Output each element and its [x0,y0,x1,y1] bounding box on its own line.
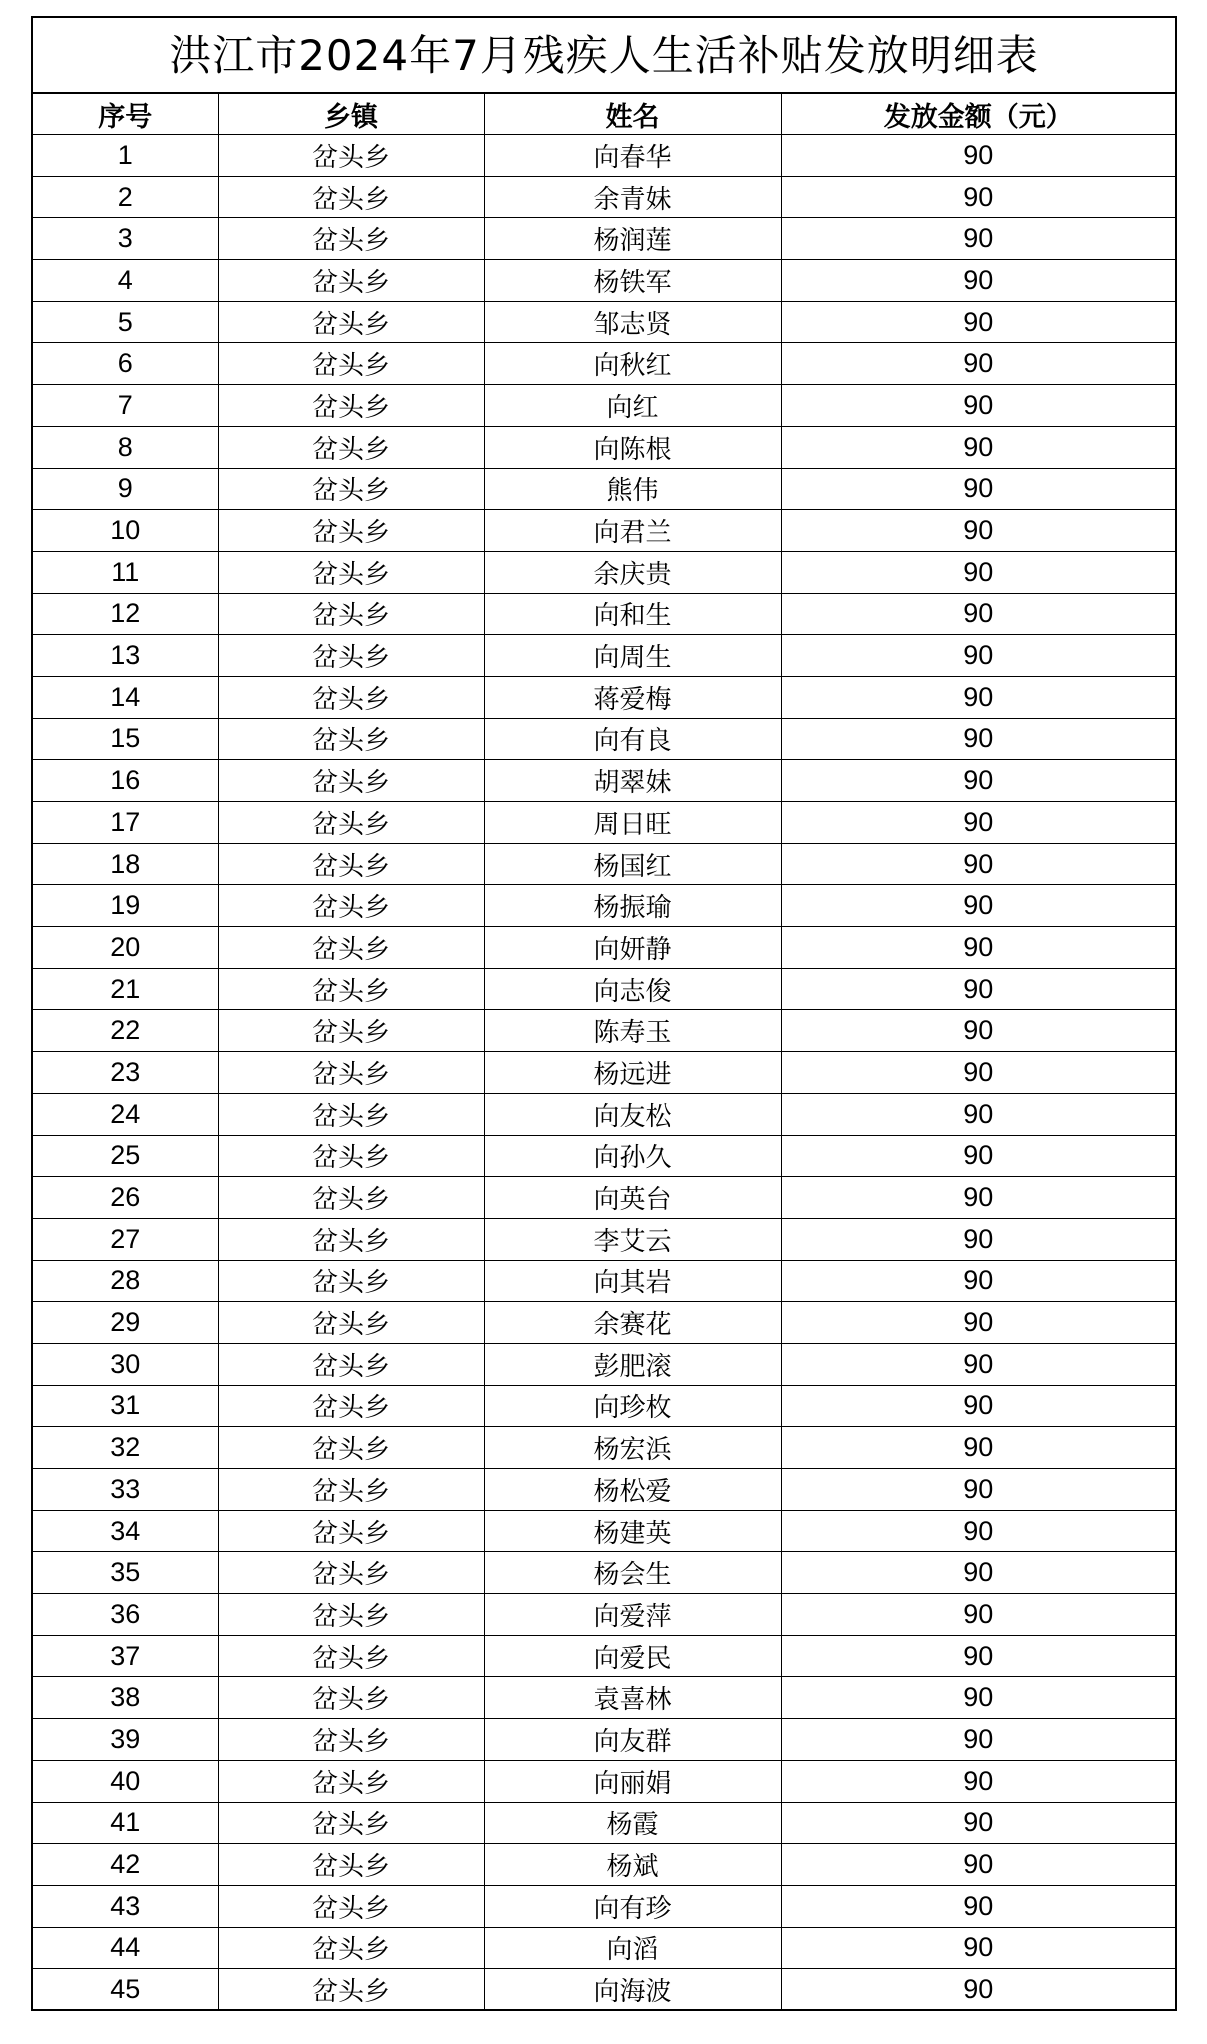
row-amount: 90 [781,1093,1175,1135]
row-name: 向和生 [484,593,781,635]
row-township: 岔头乡 [218,843,484,885]
table-row [33,1302,1175,1344]
row-name: 胡翠妹 [484,760,781,802]
row-name: 向友松 [484,1093,781,1135]
row-index: 9 [33,468,218,510]
table-row [33,1594,1175,1636]
table-row [33,385,1175,427]
row-amount: 90 [781,1802,1175,1844]
row-index: 42 [33,1844,218,1886]
table-row [33,176,1175,218]
row-township: 岔头乡 [218,343,484,385]
table-body [33,135,1175,2010]
row-township: 岔头乡 [218,1969,484,2010]
table-row [33,843,1175,885]
table-row [33,760,1175,802]
row-name: 向爱民 [484,1635,781,1677]
row-index: 44 [33,1927,218,1969]
row-index: 8 [33,426,218,468]
table-row [33,301,1175,343]
row-township: 岔头乡 [218,510,484,552]
table-row [33,1010,1175,1052]
row-name: 杨建英 [484,1510,781,1552]
row-index: 6 [33,343,218,385]
row-name: 余青妹 [484,176,781,218]
row-name: 向珍枚 [484,1385,781,1427]
row-index: 15 [33,718,218,760]
header-row [33,94,1175,135]
row-township: 岔头乡 [218,301,484,343]
row-amount: 90 [781,343,1175,385]
table-row [33,510,1175,552]
row-name: 向志俊 [484,968,781,1010]
table-row [33,968,1175,1010]
table-row [33,1218,1175,1260]
row-township: 岔头乡 [218,135,484,177]
row-index: 37 [33,1635,218,1677]
row-amount: 90 [781,1719,1175,1761]
row-index: 25 [33,1135,218,1177]
row-name: 袁喜林 [484,1677,781,1719]
row-name: 向爱萍 [484,1594,781,1636]
row-township: 岔头乡 [218,1177,484,1219]
row-amount: 90 [781,1260,1175,1302]
table-row [33,1635,1175,1677]
row-amount: 90 [781,510,1175,552]
row-amount: 90 [781,1510,1175,1552]
row-township: 岔头乡 [218,635,484,677]
column-header-amount: 发放金额（元） [781,94,1175,135]
table-row [33,802,1175,844]
table-row [33,343,1175,385]
row-township: 岔头乡 [218,551,484,593]
row-index: 23 [33,1052,218,1094]
row-name: 杨铁军 [484,260,781,302]
row-index: 35 [33,1552,218,1594]
table-row [33,1093,1175,1135]
table-row [33,1760,1175,1802]
table-row [33,1510,1175,1552]
row-amount: 90 [781,1635,1175,1677]
row-index: 33 [33,1469,218,1511]
row-amount: 90 [781,260,1175,302]
row-township: 岔头乡 [218,1427,484,1469]
row-amount: 90 [781,301,1175,343]
row-name: 杨国红 [484,843,781,885]
row-township: 岔头乡 [218,927,484,969]
row-township: 岔头乡 [218,1844,484,1886]
row-index: 1 [33,135,218,177]
row-index: 22 [33,1010,218,1052]
row-township: 岔头乡 [218,885,484,927]
row-township: 岔头乡 [218,1010,484,1052]
row-township: 岔头乡 [218,1885,484,1927]
row-index: 26 [33,1177,218,1219]
table-row [33,1343,1175,1385]
row-name: 杨松爱 [484,1469,781,1511]
row-index: 10 [33,510,218,552]
row-township: 岔头乡 [218,718,484,760]
row-index: 20 [33,927,218,969]
row-amount: 90 [781,1427,1175,1469]
row-amount: 90 [781,135,1175,177]
row-amount: 90 [781,593,1175,635]
row-township: 岔头乡 [218,385,484,427]
row-amount: 90 [781,218,1175,260]
table-row [33,218,1175,260]
row-name: 向陈根 [484,426,781,468]
table-row [33,426,1175,468]
row-name: 向周生 [484,635,781,677]
row-index: 12 [33,593,218,635]
row-name: 杨斌 [484,1844,781,1886]
row-name: 余赛花 [484,1302,781,1344]
column-header-name: 姓名 [484,94,781,135]
row-township: 岔头乡 [218,1052,484,1094]
row-amount: 90 [781,635,1175,677]
table-row [33,1677,1175,1719]
row-township: 岔头乡 [218,1594,484,1636]
row-amount: 90 [781,1927,1175,1969]
table-row [33,1927,1175,1969]
row-name: 陈寿玉 [484,1010,781,1052]
row-amount: 90 [781,1302,1175,1344]
row-township: 岔头乡 [218,593,484,635]
row-index: 16 [33,760,218,802]
row-index: 11 [33,551,218,593]
row-amount: 90 [781,760,1175,802]
row-amount: 90 [781,927,1175,969]
row-name: 杨会生 [484,1552,781,1594]
table-row [33,676,1175,718]
row-name: 向秋红 [484,343,781,385]
row-township: 岔头乡 [218,760,484,802]
row-name: 向友群 [484,1719,781,1761]
row-township: 岔头乡 [218,1552,484,1594]
table-header [33,94,1175,135]
table-row [33,1135,1175,1177]
row-name: 杨宏浜 [484,1427,781,1469]
row-amount: 90 [781,1469,1175,1511]
row-index: 30 [33,1343,218,1385]
row-index: 28 [33,1260,218,1302]
row-township: 岔头乡 [218,1093,484,1135]
row-index: 24 [33,1093,218,1135]
row-name: 向春华 [484,135,781,177]
row-township: 岔头乡 [218,468,484,510]
table-row [33,551,1175,593]
row-name: 邹志贤 [484,301,781,343]
row-index: 40 [33,1760,218,1802]
table-row [33,1969,1175,2010]
row-index: 43 [33,1885,218,1927]
row-township: 岔头乡 [218,260,484,302]
row-amount: 90 [781,1010,1175,1052]
row-name: 向妍静 [484,927,781,969]
row-township: 岔头乡 [218,968,484,1010]
row-index: 7 [33,385,218,427]
row-amount: 90 [781,468,1175,510]
column-header-township: 乡镇 [218,94,484,135]
row-index: 39 [33,1719,218,1761]
row-township: 岔头乡 [218,1760,484,1802]
table-row [33,1844,1175,1886]
row-amount: 90 [963,1974,994,2005]
row-name: 蒋爱梅 [484,676,781,718]
row-township: 岔头乡 [218,1802,484,1844]
row-amount: 90 [781,551,1175,593]
table-row [33,1719,1175,1761]
row-township: 岔头乡 [218,1635,484,1677]
row-amount: 90 [781,1218,1175,1260]
table-row [33,1385,1175,1427]
table-row [33,135,1175,177]
row-amount: 90 [781,426,1175,468]
row-amount: 90 [781,1677,1175,1719]
row-township: 岔头乡 [218,1385,484,1427]
row-name: 向丽娟 [484,1760,781,1802]
row-name: 向英台 [484,1177,781,1219]
row-township: 岔头乡 [218,1927,484,1969]
row-name: 彭肥滚 [484,1343,781,1385]
row-index: 31 [33,1385,218,1427]
row-index: 21 [33,968,218,1010]
row-index: 4 [33,260,218,302]
row-amount: 90 [781,1385,1175,1427]
row-name: 周日旺 [484,802,781,844]
row-index: 36 [33,1594,218,1636]
row-amount: 90 [781,1760,1175,1802]
row-amount: 90 [781,802,1175,844]
row-index: 5 [33,301,218,343]
row-amount: 90 [781,1177,1175,1219]
row-amount: 90 [781,1343,1175,1385]
row-name: 向孙久 [484,1135,781,1177]
row-index: 45 [33,1969,218,2010]
row-name: 李艾云 [484,1218,781,1260]
row-name: 杨霞 [484,1802,781,1844]
table-row [33,635,1175,677]
table-row [33,718,1175,760]
row-index: 34 [33,1510,218,1552]
column-header-index: 序号 [33,94,218,135]
row-amount: 90 [781,1885,1175,1927]
table-row [33,1177,1175,1219]
row-index: 29 [33,1302,218,1344]
row-index: 41 [33,1802,218,1844]
row-township: 岔头乡 [218,1510,484,1552]
row-township: 岔头乡 [218,1343,484,1385]
row-name: 向有良 [484,718,781,760]
table-row [33,260,1175,302]
subsidy-table-sheet [31,16,1177,2011]
row-amount: 90 [781,1135,1175,1177]
table-row [33,927,1175,969]
page-title: 洪江市2024年7月残疾人生活补贴发放明细表 [33,18,1175,94]
row-name: 熊伟 [484,468,781,510]
row-amount: 90 [781,968,1175,1010]
table-row [33,1885,1175,1927]
table-row [33,885,1175,927]
row-index: 19 [33,885,218,927]
table-row [33,1052,1175,1094]
row-township: 岔头乡 [218,802,484,844]
table-row [33,1552,1175,1594]
row-amount: 90 [781,885,1175,927]
row-index: 18 [33,843,218,885]
row-name: 杨振瑜 [484,885,781,927]
row-township: 岔头乡 [218,1719,484,1761]
row-index: 2 [33,176,218,218]
row-township: 岔头乡 [218,218,484,260]
table-row [33,593,1175,635]
row-amount: 90 [781,1594,1175,1636]
table-row [33,1802,1175,1844]
row-township: 岔头乡 [218,1135,484,1177]
row-township: 岔头乡 [218,1302,484,1344]
row-township: 岔头乡 [218,176,484,218]
row-amount: 90 [781,176,1175,218]
row-index: 14 [33,676,218,718]
row-township: 岔头乡 [218,426,484,468]
row-township: 岔头乡 [218,676,484,718]
row-township: 岔头乡 [218,1469,484,1511]
row-amount: 90 [781,843,1175,885]
row-index: 27 [33,1218,218,1260]
row-index: 32 [33,1427,218,1469]
table-row [33,468,1175,510]
row-index: 13 [33,635,218,677]
row-amount: 90 [781,1844,1175,1886]
row-amount: 90 [781,1052,1175,1094]
row-name: 余庆贵 [484,551,781,593]
row-index: 38 [33,1677,218,1719]
row-name: 向君兰 [484,510,781,552]
row-township: 岔头乡 [218,1677,484,1719]
row-name: 杨远进 [484,1052,781,1094]
row-amount: 90 [781,385,1175,427]
row-index: 17 [33,802,218,844]
row-index: 3 [33,218,218,260]
row-township: 岔头乡 [218,1260,484,1302]
row-name: 向红 [484,385,781,427]
subsidy-table [33,94,1175,2010]
row-name: 向海波 [484,1969,781,2010]
row-amount: 90 [781,676,1175,718]
row-name: 向有珍 [484,1885,781,1927]
table-row [33,1260,1175,1302]
row-township: 岔头乡 [218,1218,484,1260]
table-row [33,1469,1175,1511]
row-name: 向其岩 [484,1260,781,1302]
row-name: 杨润莲 [484,218,781,260]
row-amount: 90 [781,1552,1175,1594]
table-row [33,1427,1175,1469]
row-name: 向滔 [484,1927,781,1969]
row-amount: 90 [781,718,1175,760]
